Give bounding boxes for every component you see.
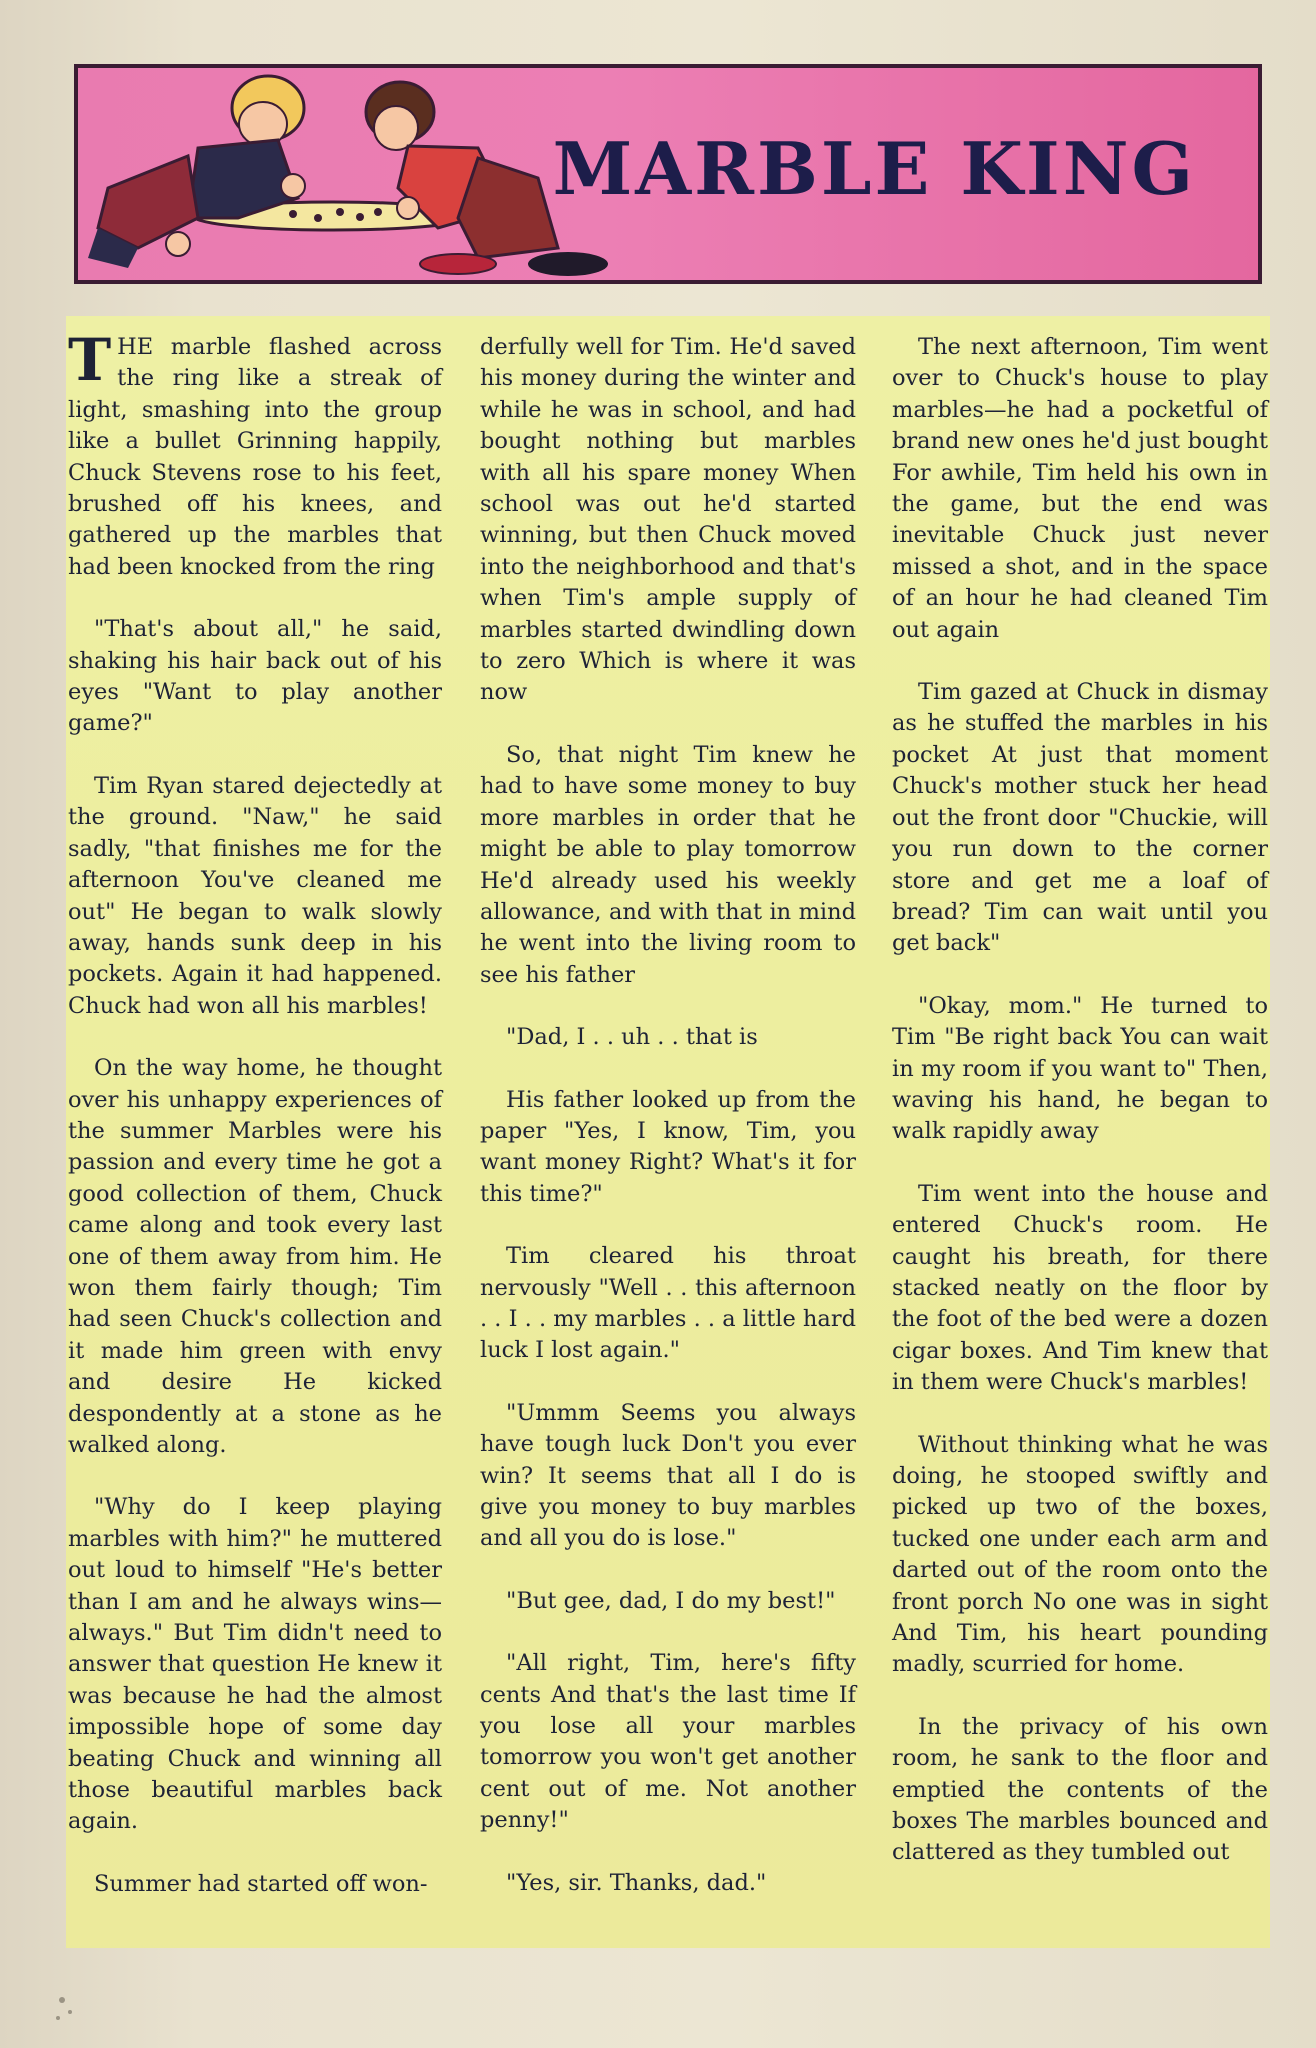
paragraph: In the privacy of his own room, he sank to the floor and emptied the contents of the boxes The marbles bounced and clattered as they tumbled out [892,1713,1268,1866]
paragraph: Summer had started off won- [94,1870,428,1897]
paragraph: "But gee, dad, I do my best!" [506,1587,836,1614]
paragraph: Tim Ryan stared dejectedly at the ground. "Naw," he said sadly, "that finishes me for the afternoon You've cleaned me out" He began to walk slowly away, hands sunk deep in his pockets. Again it had happened. Chuck had won all his marbles! [68,772,442,1019]
text-column-1 [68,326,442,1931]
paragraph: THE marble flashed across the ring like a streak of light, smashing into the group like a bullet Grinning happily, Chuck Stevens rose to his feet, brushed off his knees, and gathered up the marbles that had been knocked from the ring [68,326,442,580]
paragraph: "That's about all," he said, shaking his hair back out of his eyes "Want to play another game?" [68,616,442,737]
title-banner [74,64,1262,284]
paragraph: Tim cleared his throat nervously "Well . . this afternoon . . I . . my marbles . . a little hard luck I lost again." [480,1243,856,1364]
drop-cap: T [68,326,112,394]
paragraph: On the way home, he thought over his unhappy experiences of the summer Marbles were his passion and every time he got a good collection of them, Chuck came along and took every last one of them away from him. He won them fairly though; Tim had seen Chuck's collection and it made him green with envy and desire He kicked despondently at a stone as he walked along. [68,1055,442,1458]
paragraph: The next afternoon, Tim went over to Chuck's house to play marbles—he had a pocketful of brand new ones he'd just bought For awhile, Tim held his own in the game, but the end was inevitable Chuck just never missed a shot, and in the space of an hour he had cleaned Tim out again [892,334,1268,643]
text-column-3 [892,332,1268,1900]
paragraph: Tim went into the house and entered Chuck's room. He caught his breath, for there stacked neatly on the floor by the foot of the bed were a dozen cigar boxes. And Tim knew that in them were Chuck's marbles! [892,1180,1268,1396]
paragraph: "Yes, sir. Thanks, dad." [506,1869,767,1896]
paragraph: "Why do I keep playing marbles with him?" he muttered out loud to himself "He's better than I am and he always wins—always." But Tim didn't need to answer that question He knew it was because he had the almost impossible hope of some day beating Chuck and winning all those beautiful marbles back again. [68,1494,442,1835]
paragraph: derfully well for Tim. He'd saved his money during the winter and while he was in school, and had bought nothing but marbles with all his spare money When school was out he'd started winning, but then Chuck moved into the neighborhood and that's when Tim's ample supply of marbles started dwindling down to zero Which is where it was now [480,334,856,706]
story-text-panel [66,316,1270,1948]
paper-wear-marks [0,1960,1316,2048]
paragraph: Tim gazed at Chuck in dismay as he stuffed the marbles in his pocket At just that moment Chuck's mother stuck her head out the front door "Chuckie, will you run down to the corner store and get me a loaf of bread? Tim can wait until you get back" [892,679,1268,957]
text-column-2 [480,332,856,1930]
paragraph: "Okay, mom." He turned to Tim "Be right back You can wait in my room if you want to" Then, waving his hand, he began to walk rapidly away [892,992,1268,1145]
paragraph: His father looked up from the paper "Yes, I know, Tim, you want money Right? What's it for this time?" [480,1086,856,1207]
paragraph: Without thinking what he was doing, he stooped swiftly and picked up two of the boxes, tucked one under each arm and darted out of the room onto the front porch No one was in sight And Tim, his heart pounding madly, scurried for home. [892,1431,1268,1678]
story-title: MARBLE KING [552,126,1196,211]
paragraph: "All right, Tim, here's fifty cents And that's the last time If you lose all your marbles tomorrow you won't get another cent out of me. Not another penny!" [480,1650,856,1834]
paragraph: "Dad, I . . uh . . that is [506,1024,758,1051]
paragraph: So, that night Tim knew he had to have some money to buy more marbles in order that he might be able to play tomorrow He'd already used his weekly allowance, and with that in mind he went into the living room to see his father [480,741,856,988]
paragraph: "Ummm Seems you always have tough luck Don't you ever win? It seems that all I do is give you money to buy marbles and all you do is lose." [480,1399,856,1552]
